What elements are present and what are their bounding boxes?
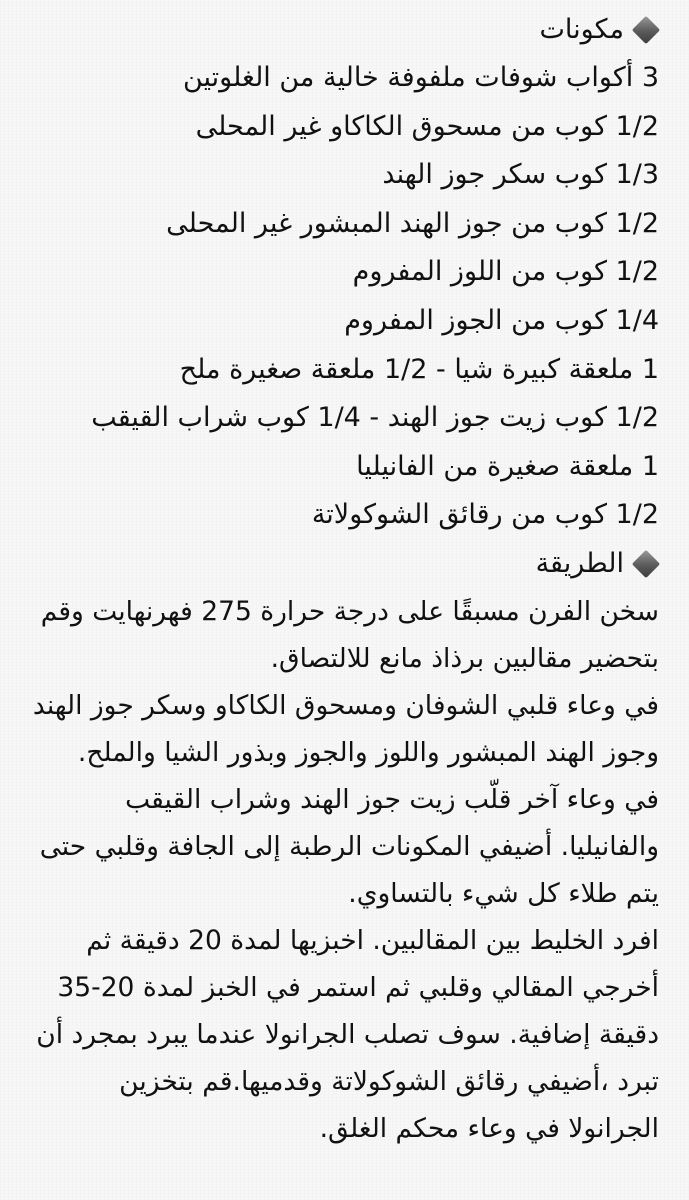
method-heading — [32, 540, 659, 588]
ingredient-item: 1 ملعقة كبيرة شيا - 1/2 ملعقة صغيرة ملح — [179, 353, 659, 385]
method-steps — [32, 588, 659, 1152]
ingredient-item: 1/2 كوب من رقائق الشوكولاتة — [311, 499, 659, 531]
method-step: في وعاء آخر قلّب زيت جوز الهند وشراب القيقب والفانيليا. أضيفي المكونات الرطبة إلى الجافة وقلبي حتى يتم طلاء كل شيء بالتساوي. — [39, 783, 659, 909]
ingredients-list — [32, 54, 659, 540]
diamond-bullet-icon — [632, 16, 660, 44]
ingredient-item: 1 ملعقة صغيرة من الفانيليا — [356, 450, 659, 482]
ingredient-item: 1/2 كوب من اللوز المفروم — [352, 256, 659, 288]
ingredient-item: 1/2 كوب من مسحوق الكاكاو غير المحلى — [195, 110, 659, 142]
diamond-bullet-icon — [632, 550, 660, 578]
method-step: سخن الفرن مسبقًا على درجة حرارة 275 فهرنهايت وقم بتحضير مقالبين برذاذ مانع للالتصاق. — [40, 595, 659, 674]
ingredients-title: مكونات — [539, 14, 624, 45]
ingredient-item: 1/4 كوب من الجوز المفروم — [344, 304, 659, 336]
ingredient-item: 1/3 كوب سكر جوز الهند — [382, 159, 659, 191]
ingredients-heading — [32, 6, 659, 54]
method-step: افرد الخليط بين المقالبين. اخبزيها لمدة 20 دقيقة ثم أخرجي المقالي وقلبي ثم استمر في الخبز لمدة 20-35 دقيقة إضافية. سوف تصلب الجرانولا عندما يبرد بمجرد أن تبرد ،أضيفي رقائق الشوكولاتة وقدميها.قم بتخزين الجرانولا في وعاء محكم الغلق. — [36, 924, 659, 1144]
ingredient-item: 1/2 كوب زيت جوز الهند - 1/4 كوب شراب القيقب — [91, 402, 659, 434]
ingredient-item: 3 أكواب شوفات ملفوفة خالية من الغلوتين — [182, 62, 659, 93]
method-title: الطريقة — [535, 547, 624, 579]
ingredient-item: 1/2 كوب من جوز الهند المبشور غير المحلى — [166, 207, 659, 239]
method-step: في وعاء قلبي الشوفان ومسحوق الكاكاو وسكر جوز الهند وجوز الهند المبشور واللوز والجوز وبذور الشيا والملح. — [32, 689, 659, 768]
